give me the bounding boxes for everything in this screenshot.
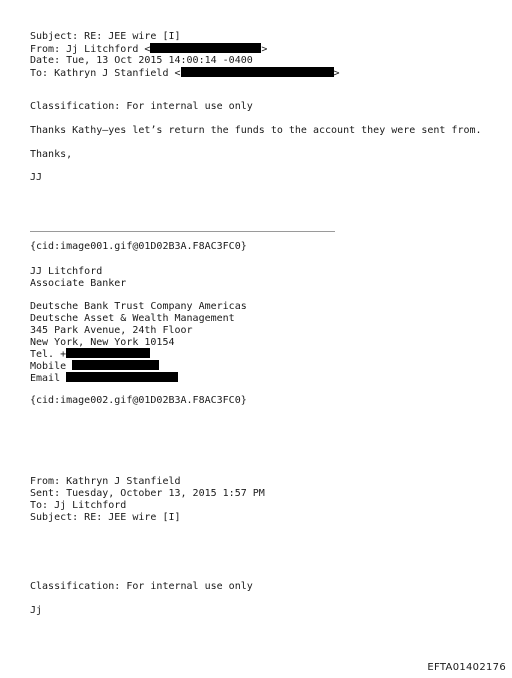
email-body: Thanks Kathy—yes let’s return the funds to the account they were sent from. [30,125,482,136]
email-to-close: > [333,68,340,79]
redaction-bar [181,67,334,77]
signature-name: JJ Litchford [30,266,103,277]
signature-tel [30,348,150,360]
email-from-label: From: Jj Litchford < [30,44,151,55]
signature-address-line1: 345 Park Avenue, 24th Floor [30,325,193,336]
original-greeting: Jj [30,605,43,616]
email-from [30,43,267,55]
redaction-bar [66,348,150,358]
signature-email-label: Email [30,373,61,384]
original-sent: Sent: Tuesday, October 13, 2015 1:57 PM [30,488,265,499]
signature-email [30,372,178,384]
email-to [30,67,340,79]
classification-note: Classification: For internal use only [30,101,253,112]
original-to: To: Jj Litchford [30,500,127,511]
redaction-bar [150,43,261,53]
signature-divider [30,231,335,232]
signature-mobile-label: Mobile [30,361,67,372]
email-to-label: To: Kathryn J Stanfield < [30,68,181,79]
signature-mobile [30,360,159,372]
embedded-image-ref: {cid:image002.gif@01D02B3A.F8AC3FC0} [30,395,247,406]
bates-number: EFTA01402176 [427,662,506,673]
email-initials: JJ [30,172,43,183]
signature-division: Deutsche Asset & Wealth Management [30,313,235,324]
signature-tel-label: Tel. + [30,349,67,360]
email-closing: Thanks, [30,149,73,160]
signature-company: Deutsche Bank Trust Company Americas [30,301,247,312]
email-from-close: > [261,44,268,55]
original-from: From: Kathryn J Stanfield [30,476,181,487]
email-date: Date: Tue, 13 Oct 2015 14:00:14 -0400 [30,55,253,66]
original-subject: Subject: RE: JEE wire [I] [30,512,181,523]
signature-address-line2: New York, New York 10154 [30,337,175,348]
redaction-bar [72,360,159,370]
original-classification-note: Classification: For internal use only [30,581,253,592]
signature-title: Associate Banker [30,278,127,289]
redaction-bar [66,372,178,382]
email-subject: Subject: RE: JEE wire [I] [30,31,181,42]
embedded-image-ref: {cid:image001.gif@01D02B3A.F8AC3FC0} [30,241,247,252]
